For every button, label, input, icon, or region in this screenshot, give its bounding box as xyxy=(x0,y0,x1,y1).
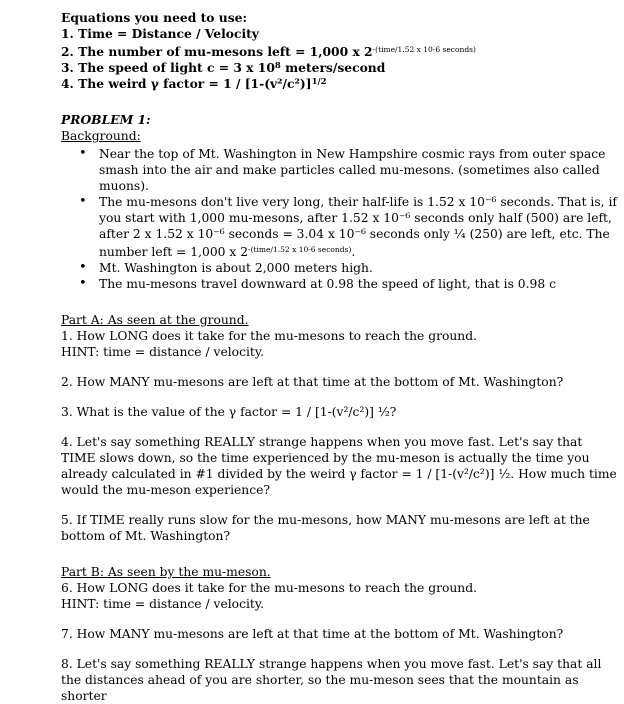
question-2: 2. How MANY mu-mesons are left at that time at the bottom of Mt. Washington? xyxy=(61,375,564,389)
background-bullet-2-end: . xyxy=(351,245,356,259)
background-label: Background: xyxy=(61,129,141,143)
equation-3-exponent: 8 xyxy=(274,61,281,71)
background-bullet-2 xyxy=(99,194,617,260)
equations-heading: Equations you need to use: xyxy=(61,10,248,25)
equation-4-exponent: 1/2 xyxy=(311,77,327,87)
question-4: 4. Let's say something REALLY strange happens when you move fast. Let's say that TIME slows down, so the time experienced by the mu-meson is actually the time you already calculated in #1 divided by the weird γ factor = 1 / [1-(v²/c²)] ½. How much time would the mu-meson experience? xyxy=(61,435,617,497)
question-8: 8. Let's say something REALLY strange happens when you move fast. Let's say that all the distances ahead of you are shorter, so the mu-meson sees that the mountain as shorter xyxy=(61,657,602,703)
background-bullet-4: • The mu-mesons travel downward at 0.98 the speed of light, that is 0.98 c xyxy=(99,276,617,292)
equations-section xyxy=(61,10,617,92)
equation-2 xyxy=(61,42,617,60)
question-7: 7. How MANY mu-mesons are left at that time at the bottom of Mt. Washington? xyxy=(61,627,564,641)
part-b-title: Part B: As seen by the mu-meson. xyxy=(61,565,271,579)
background-bullet-2-text: The mu-mesons don't live very long, their half-life is 1.52 x 10⁻⁶ seconds. That is, if you start with 1,000 mu-mesons, after 1.52 x 10⁻⁶ seconds only half (500) are left, after 2 x 1.52 x 10⁻⁶ seconds = 3.04 x 10⁻⁶ seconds only ¼ (250) are left, etc. The number left = 1,000 x 2 xyxy=(99,195,617,259)
background-bullet-1: • Near the top of Mt. Washington in New Hampshire cosmic rays from outer space smash into the air and make particles called mu-mesons. (sometimes also called muons). xyxy=(99,146,617,194)
question-1-hint: HINT: time = distance / velocity. xyxy=(61,345,265,359)
equation-2-exponent: -(time/1.52 x 10-6 seconds) xyxy=(372,45,476,54)
part-a-title: Part A: As seen at the ground. xyxy=(61,313,249,327)
equation-3-text: 3. The speed of light c = 3 x 10 xyxy=(61,60,275,75)
worksheet-page xyxy=(61,10,617,704)
background-list xyxy=(61,146,617,292)
equation-1: 1. Time = Distance / Velocity xyxy=(61,26,259,41)
question-3: 3. What is the value of the γ factor = 1 / [1-(v²/c²)] ½? xyxy=(61,405,397,419)
background-bullet-3: • Mt. Washington is about 2,000 meters high. xyxy=(99,260,617,276)
equation-3 xyxy=(61,60,617,76)
background-bullet-2-exponent: -(time/1.52 x 10-6 seconds) xyxy=(248,245,352,254)
equation-2-text: 2. The number of mu-mesons left = 1,000 x 2 xyxy=(61,44,373,59)
equation-4-text: 4. The weird γ factor = 1 / [1-(v²/c²)] xyxy=(61,76,312,91)
question-1: 1. How LONG does it take for the mu-mesons to reach the ground. xyxy=(61,329,477,343)
equation-4 xyxy=(61,76,617,92)
question-6: 6. How LONG does it take for the mu-mesons to reach the ground. xyxy=(61,581,477,595)
problem-title: PROBLEM 1: xyxy=(61,112,151,127)
question-5: 5. If TIME really runs slow for the mu-mesons, how MANY mu-mesons are left at the bottom of Mt. Washington? xyxy=(61,513,590,543)
question-6-hint: HINT: time = distance / velocity. xyxy=(61,597,265,611)
equation-3-units: meters/second xyxy=(280,60,386,75)
